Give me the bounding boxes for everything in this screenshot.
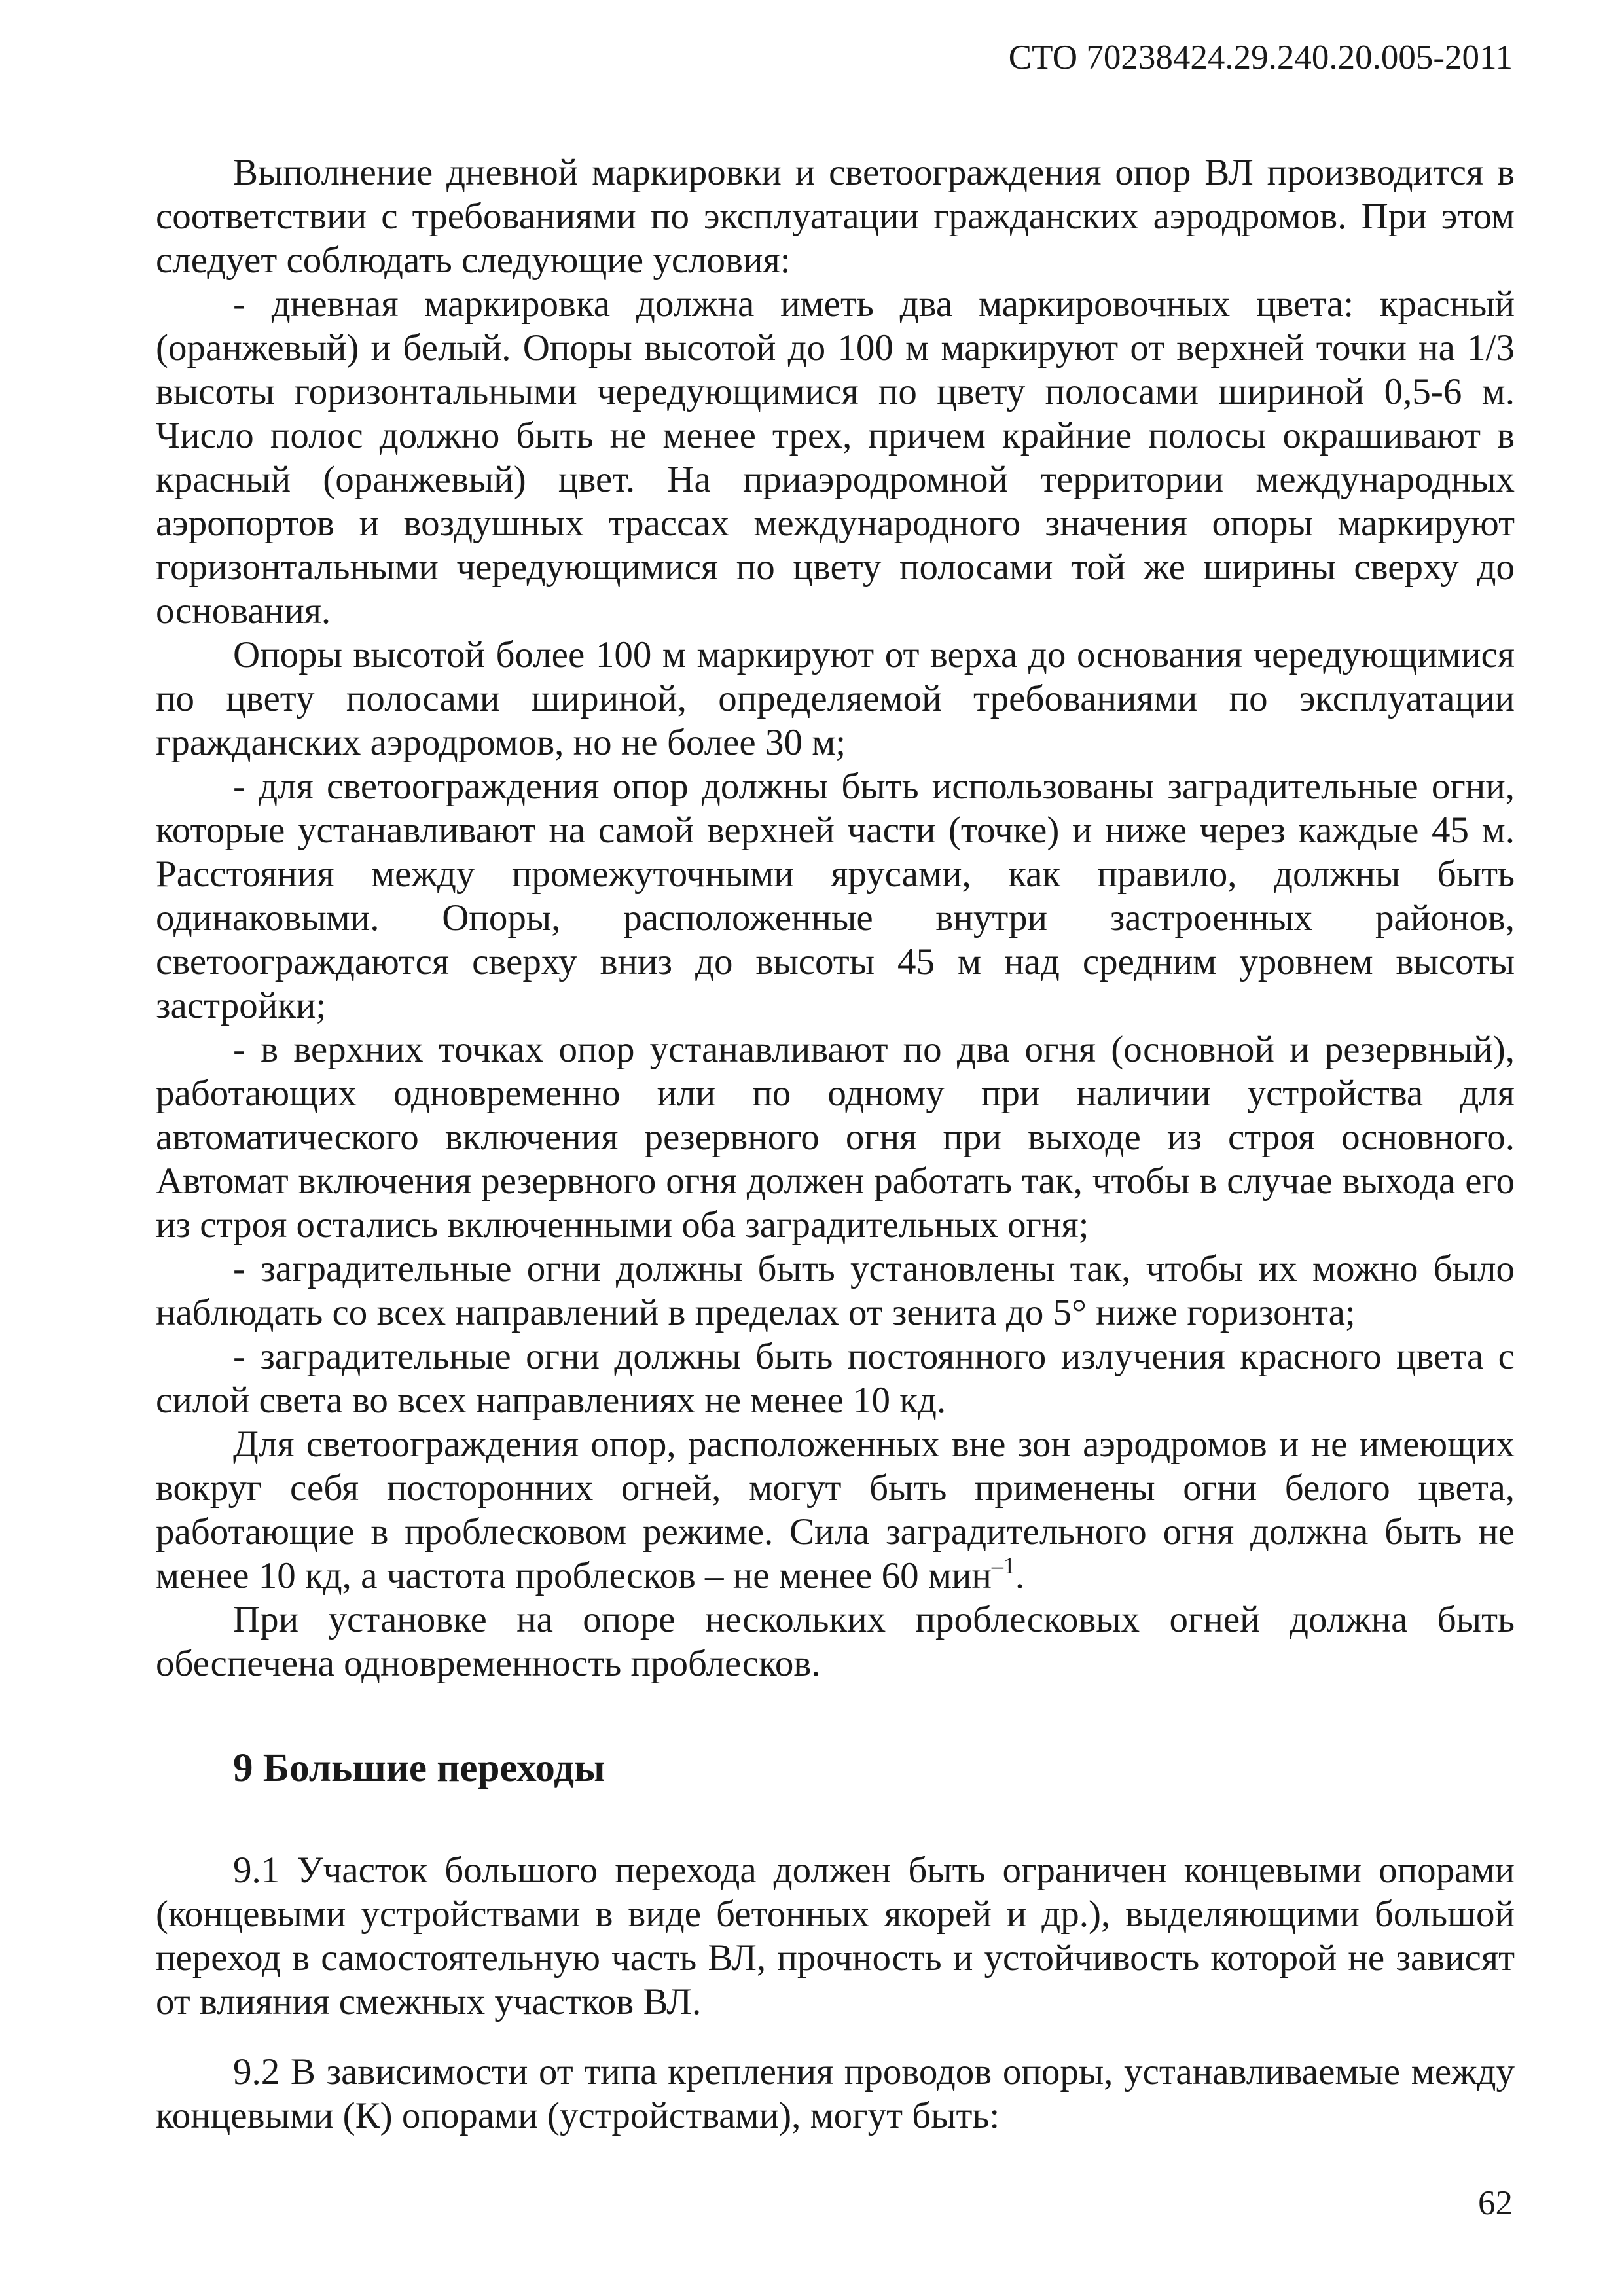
- section-heading: 9 Большие переходы: [233, 1746, 605, 1790]
- paragraph-with-superscript: [156, 1422, 1515, 1598]
- paragraph: - в верхних точках опор устанавливают по два огня (основной и резервный), работающих одновременно или по одному при наличии устройства для автоматического включения резервного огня при выходе из строя основного. Автомат включения резервного огня должен работать так, чтобы в случае выхода его из строя остались включенными оба заградительных огня;: [156, 1029, 1515, 1246]
- paragraph: - заградительные огни должны быть постоянного излучения красного цвета с силой света во всех направлениях не менее 10 кд.: [156, 1336, 1515, 1421]
- page-number: 62: [1478, 2184, 1513, 2222]
- paragraph: Опоры высотой более 100 м маркируют от верха до основания чередующимися по цвету полосами шириной, определяемой требованиями по эксплуатации гражданских аэродромов, но не более 30 м;: [156, 634, 1515, 763]
- paragraph: - дневная маркировка должна иметь два маркировочных цвета: красный (оранжевый) и белый. Опоры высотой до 100 м маркируют от верхней точки на 1/3 высоты горизонтальными чередующимися по цвету полосами шириной 0,5-6 м. Число полос должно быть не менее трех, причем крайние полосы окрашивают в красный (оранжевый) цвет. На приаэродромной территории международных аэропортов и воздушных трассах международного значения опоры маркируют горизонтальными чередующимися по цвету полосами той же ширины сверху до основания.: [156, 283, 1515, 632]
- paragraph: Выполнение дневной маркировки и светоограждения опор ВЛ производится в соответствии с требованиями по эксплуатации гражданских аэродромов. При этом следует соблюдать следующие условия:: [156, 152, 1515, 281]
- paragraph: - для светоограждения опор должны быть использованы заградительные огни, которые устанавливают на самой верхней части (точке) и ниже через каждые 45 м. Расстояния между промежуточными ярусами, как правило, должны быть одинаковыми. Опоры, расположенные внутри застроенных районов, светоограждаются сверху вниз до высоты 45 м над средним уровнем высоты застройки;: [156, 766, 1515, 1026]
- paragraph: При установке на опоре нескольких проблесковых огней должна быть обеспечена одновременность проблесков.: [156, 1599, 1515, 1684]
- page-body: [156, 151, 1515, 2138]
- section-paragraph: 9.2 В зависимости от типа крепления проводов опоры, устанавливаемые между концевыми (К) опорами (устройствами), могут быть:: [156, 2051, 1515, 2137]
- paragraph-end-punctuation: .: [1015, 1555, 1025, 1596]
- paragraph-text: Для светоограждения опор, расположенных вне зон аэродромов и не имеющих вокруг себя посторонних огней, могут быть применены огни белого цвета, работающие в проблесковом режиме. Сила заградительного огня должна быть не менее 10 кд, а частота проблесков – не менее 60 мин: [156, 1424, 1515, 1596]
- superscript-exponent: –1: [991, 1552, 1015, 1579]
- document-header: СТО 70238424.29.240.20.005-2011: [1008, 39, 1513, 77]
- section-paragraph: 9.1 Участок большого перехода должен быть ограничен концевыми опорами (концевыми устройствами в виде бетонных якорей и др.), выделяющими большой переход в самостоятельную часть ВЛ, прочность и устойчивость которой не зависят от влияния смежных участков ВЛ.: [156, 1850, 1515, 2023]
- paragraph: - заградительные огни должны быть установлены так, чтобы их можно было наблюдать со всех направлений в пределах от зенита до 5° ниже горизонта;: [156, 1248, 1515, 1333]
